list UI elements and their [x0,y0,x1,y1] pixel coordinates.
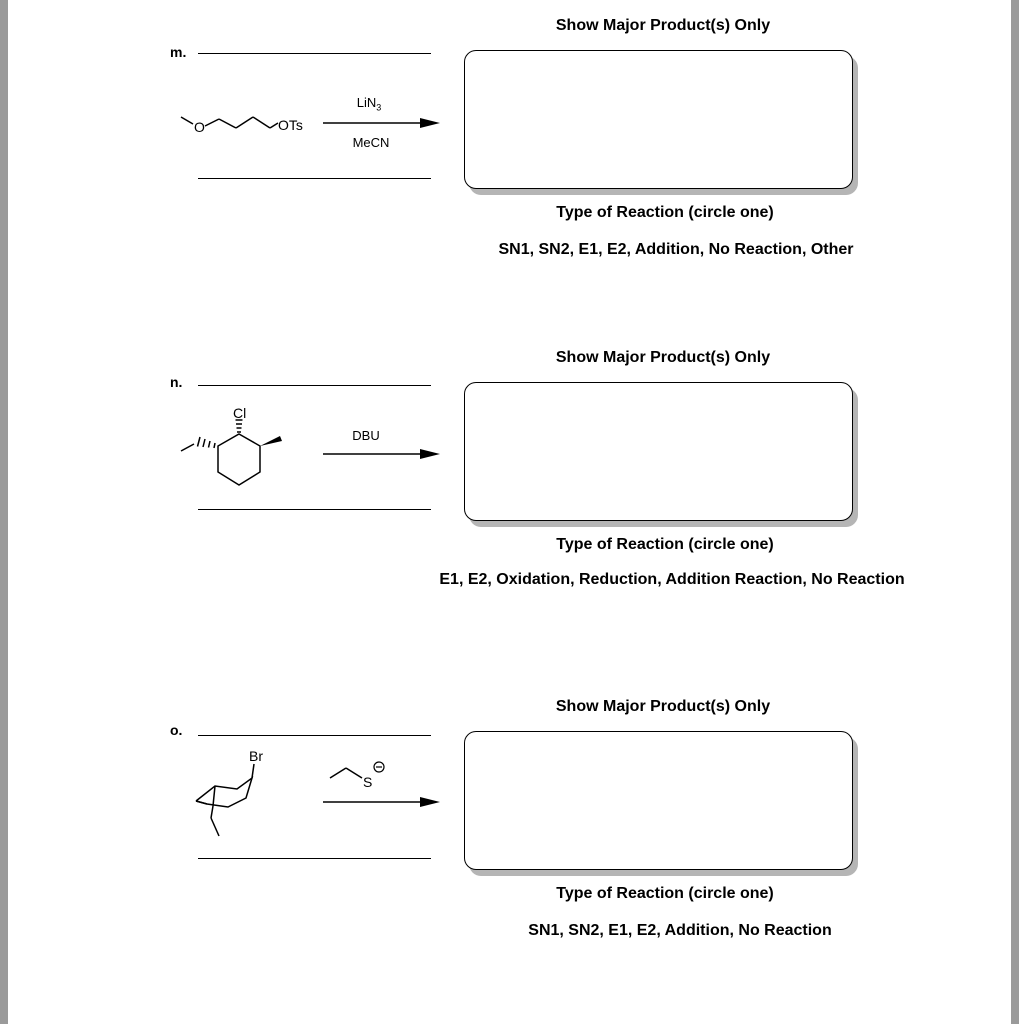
reaction-type-title-n: Type of Reaction (circle one) [556,536,774,553]
tosylate-label: OTs [278,117,303,133]
reagent-top-n: DBU [352,428,380,443]
product-header-m: Show Major Product(s) Only [555,17,771,34]
substrate-structure-m [8,0,468,200]
reagent-top-m: LiN$_3$ [356,95,382,113]
product-box-n[interactable] [464,382,853,521]
problem-label-o: o. [170,722,183,738]
oxygen-atom-label-m: O [194,119,205,135]
reaction-type-title-o: Type of Reaction (circle one) [556,885,774,902]
substrate-structure-n [8,330,468,510]
product-box-o[interactable] [464,731,853,870]
arrow-head-icon [420,797,440,807]
negative-charge-icon [374,762,384,772]
chlorine-atom-label: Cl [233,405,247,421]
substrate-structure-o [8,730,468,860]
reaction-type-title-m: Type of Reaction (circle one) [556,204,774,221]
arrow-head-icon [420,118,440,128]
reaction-options-n: E1, E2, Oxidation, Reduction, Addition Reaction, No Reaction [439,571,905,588]
reagent-bottom-m: MeCN [352,135,390,150]
sulfur-atom-label: S [363,774,373,790]
bromine-atom-label: Br [249,748,263,764]
problem-label-m: m. [170,44,187,60]
arrow-head-icon [420,449,440,459]
problem-label-n: n. [170,374,183,390]
product-header-o: Show Major Product(s) Only [555,698,771,715]
product-header-n: Show Major Product(s) Only [555,349,771,366]
worksheet-page [8,0,1011,1024]
product-box-m[interactable] [464,50,853,189]
reaction-options-o: SN1, SN2, E1, E2, Addition, No Reaction [528,922,832,939]
reaction-options-m: SN1, SN2, E1, E2, Addition, No Reaction, Other [498,241,854,258]
